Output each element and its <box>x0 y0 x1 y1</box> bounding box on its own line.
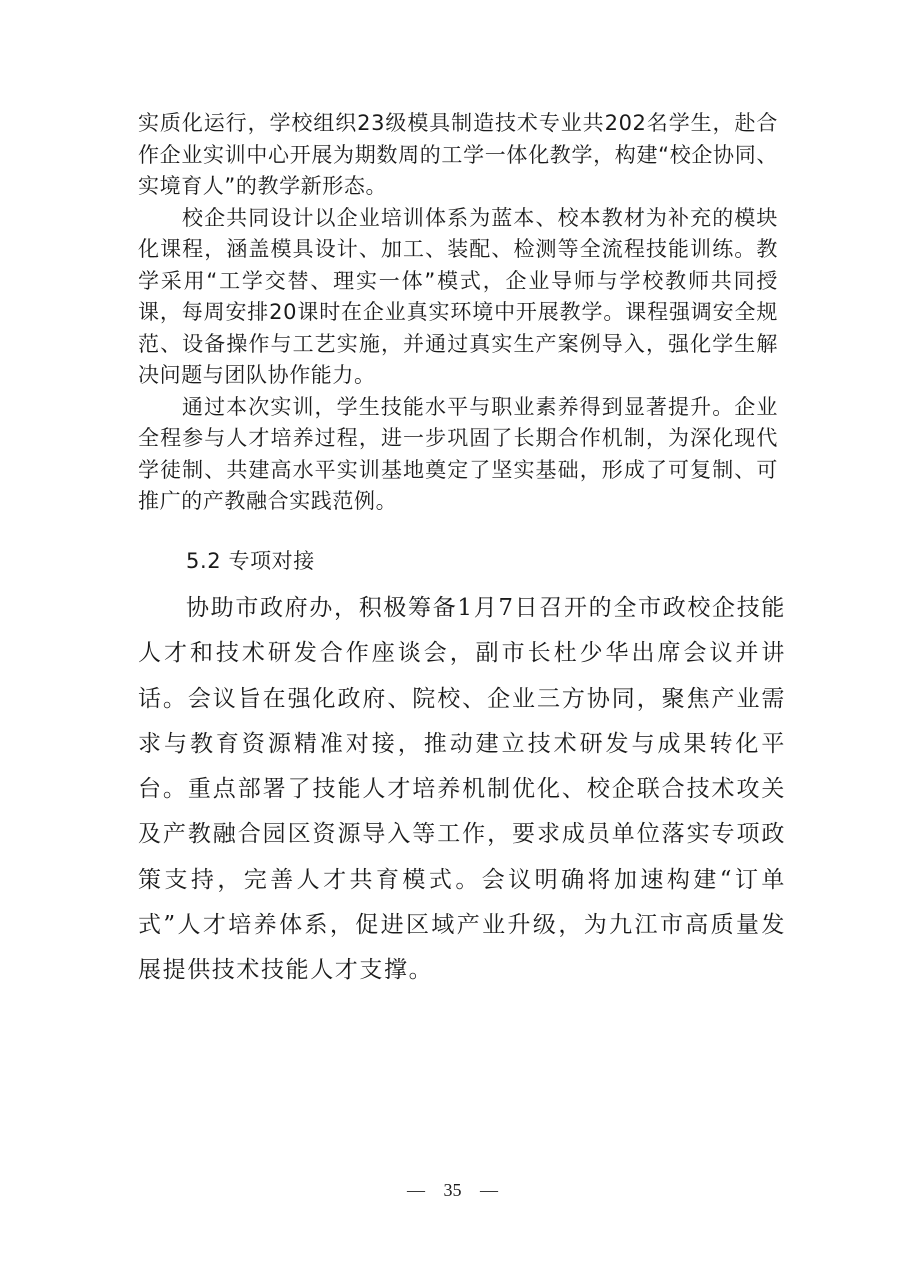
paragraph-1: 实质化运行，学校组织23级模具制造技术专业共202名学生，赴合作企业实训中心开展为期数周的工学一体化教学，构建“校企协同、实境育人”的教学新形态。 <box>138 111 778 198</box>
section-paragraph: 协助市政府办，积极筹备1月7日召开的全市政校企技能人才和技术研发合作座谈会，副市长杜少华出席会议并讲话。会议旨在强化政府、院校、企业三方协同，聚焦产业需求与教育资源精准对接，推动建立技术研发与成果转化平台。重点部署了技能人才培养机制优化、校企联合技术攻关及产教融合园区资源导入等工作，要求成员单位落实专项政策支持，完善人才共育模式。会议明确将加速构建“订单式”人才培养体系，促进区域产业升级，为九江市高质量发展提供技术技能人才支撑。 <box>138 595 786 984</box>
paragraph-2: 校企共同设计以企业培训体系为蓝本、校本教材为补充的模块化课程，涵盖模具设计、加工、装配、检测等全流程技能训练。教学采用“工学交替、理实一体”模式，企业导师与学校教师共同授课，每周安排20课时在企业真实环境中开展教学。课程强调安全规范、设备操作与工艺实施，并通过真实生产案例导入，强化学生解决问题与团队协作能力。 <box>138 205 778 387</box>
section-body <box>138 586 786 994</box>
section-heading: 5.2 专项对接 <box>186 549 315 573</box>
page-number: 35 <box>443 1180 462 1200</box>
footer-dash-left: — <box>407 1180 425 1200</box>
paragraph-3: 通过本次实训，学生技能水平与职业素养得到显著提升。企业全程参与人才培养过程，进一步巩固了长期合作机制，为深化现代学徒制、共建高水平实训基地奠定了坚实基础，形成了可复制、可推广的产教融合实践范例。 <box>138 394 778 513</box>
footer-dash-right: — <box>480 1180 498 1200</box>
continued-section-text <box>138 108 778 518</box>
page-footer <box>0 1180 905 1201</box>
